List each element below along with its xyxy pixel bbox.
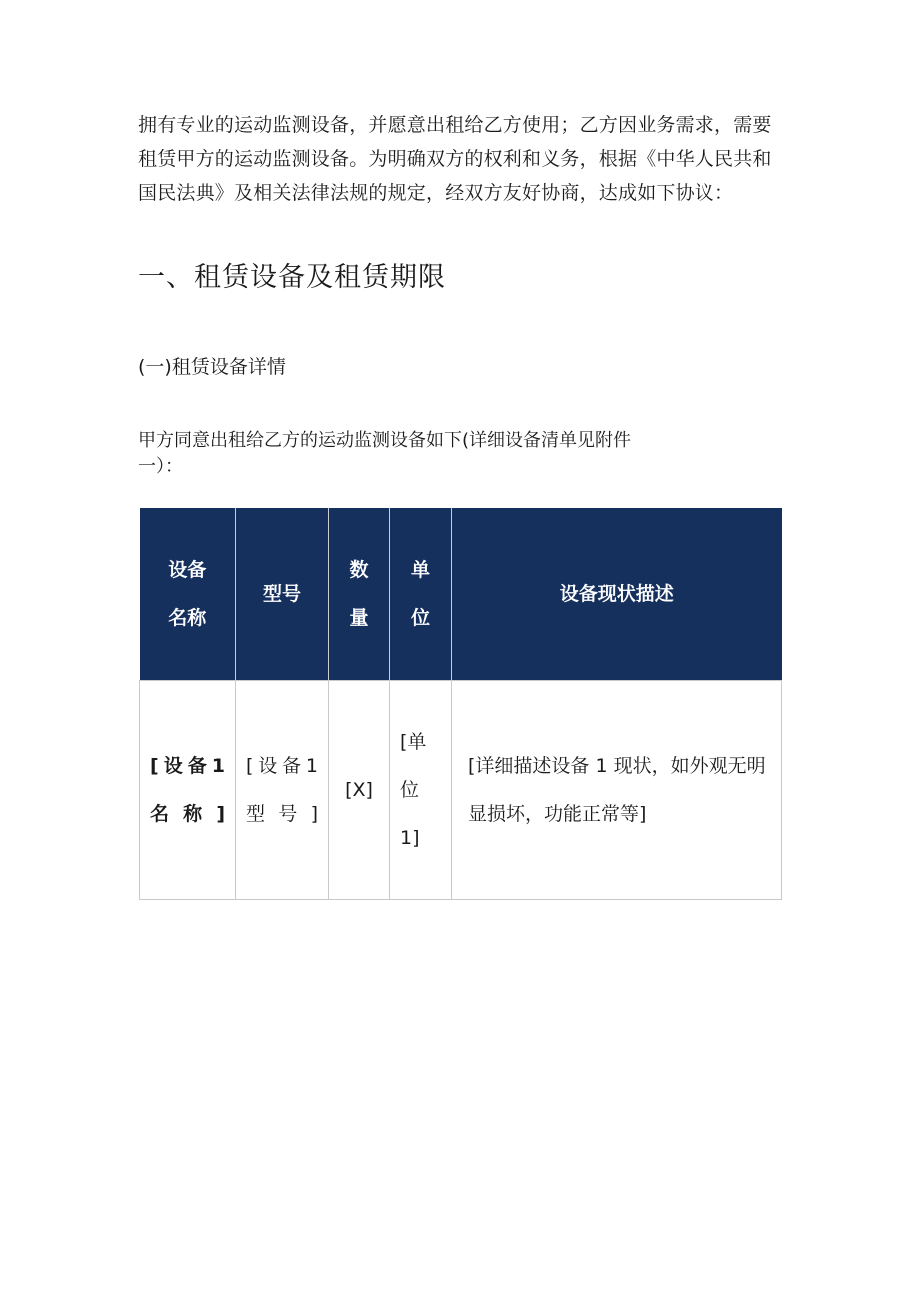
- intro-paragraph: 拥有专业的运动监测设备，并愿意出租给乙方使用；乙方因业务需求，需要租赁甲方的运动监测设备。为明确双方的权利和义务，根据《中华人民共和国民法典》及相关法律法规的规定，经双方友好协商，达成如下协议：: [138, 114, 772, 204]
- equipment-intro-paragraph: 甲方同意出租给乙方的运动监测设备如下(详细设备清单见附件一）：: [138, 430, 632, 477]
- cell-quantity: [X]: [329, 681, 390, 900]
- subsection-title: (一)租赁设备详情: [138, 356, 286, 378]
- header-quantity: 数量: [329, 508, 390, 681]
- table-header-row: [140, 508, 782, 681]
- header-unit: 单位: [390, 508, 452, 681]
- cell-condition-description: [详细描述设备 1 现状，如外观无明显损坏，功能正常等]: [452, 681, 782, 900]
- header-model: 型号: [236, 508, 329, 681]
- cell-unit: [单位1]: [390, 681, 452, 900]
- cell-equipment-name: [设备1名称]: [140, 681, 236, 900]
- header-equipment-name: 设备名称: [140, 508, 236, 681]
- equipment-table: [139, 508, 782, 900]
- section-title: 一、租赁设备及租赁期限: [138, 262, 446, 293]
- cell-model: [设备1型号]: [236, 681, 329, 900]
- table-row: [140, 681, 782, 900]
- header-condition-description: 设备现状描述: [452, 508, 782, 681]
